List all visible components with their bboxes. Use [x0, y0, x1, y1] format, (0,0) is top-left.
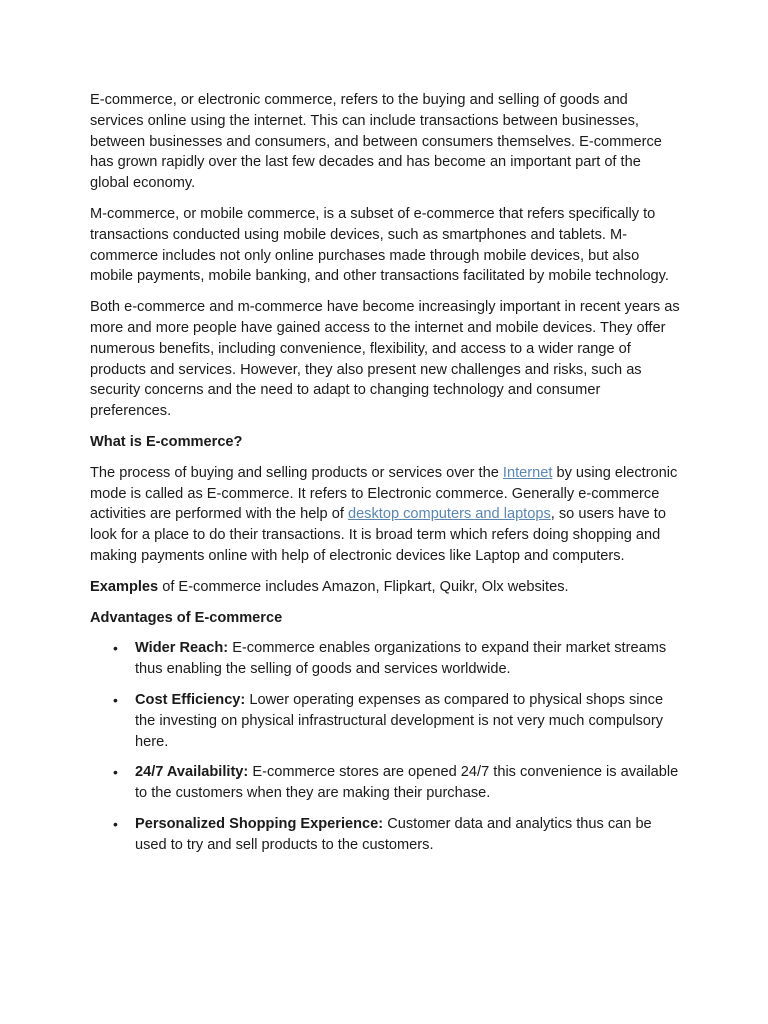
intro-paragraph-ecommerce: E-commerce, or electronic commerce, refers to the buying and selling of goods and services online using the internet. This can include transactions between businesses, between businesses and consumers, and between consumers themselves. E-commerce has grown rapidly over the last few decades and has become an important part of the global economy. — [90, 92, 662, 192]
what-is-paragraph — [90, 463, 680, 567]
document-page — [90, 90, 680, 866]
examples-text: of E-commerce includes Amazon, Flipkart, Quikr, Olx websites. — [158, 578, 569, 595]
what-is-text-part2: by using electronic mode is called as E-commerce. It refers to Electronic commerce. Generally e-commerce activities are performed with the help of — [90, 464, 678, 523]
intro-paragraph-both: Both e-commerce and m-commerce have become increasingly important in recent years as more and more people have gained access to the internet and mobile devices. They offer numerous benefits, including convenience, flexibility, and access to a wider range of products and services. However, they also present new challenges and risks, such as security concerns and the need to adapt to changing technology and consumer preferences. — [90, 299, 680, 420]
bullet-icon: • — [113, 691, 118, 708]
advantage-text: E-commerce enables organizations to expand their market streams thus enabling the selling of goods and services worldwide. — [135, 640, 667, 678]
what-is-text-part3: , so users have to look for a place to do their transactions. It is broad term which refers doing shopping and making payments online with help of electronic devices like Laptop and computers. — [90, 506, 666, 564]
list-item — [113, 814, 680, 856]
desktop-computers-link[interactable]: desktop computers and laptops — [347, 506, 551, 523]
advantage-title: 24/7 Availability: — [135, 764, 249, 781]
advantage-title: Personalized Shopping Experience: — [135, 815, 384, 832]
list-item — [113, 762, 680, 804]
advantage-text: Lower operating expenses as compared to physical shops since the investing on physical infrastructural development is not very much compulsory here. — [135, 691, 664, 750]
what-is-text-part1: The process of buying and selling products or services over the — [90, 464, 503, 481]
section-heading-what-is: What is E-commerce? — [90, 433, 243, 450]
advantages-list — [90, 638, 680, 855]
advantage-title: Cost Efficiency: — [135, 691, 246, 708]
examples-paragraph — [90, 577, 680, 598]
bullet-icon: • — [113, 815, 118, 832]
section-heading-advantages: Advantages of E-commerce — [90, 609, 283, 626]
bullet-icon: • — [113, 764, 118, 781]
internet-link[interactable]: Internet — [502, 464, 553, 481]
intro-paragraph-mcommerce: M-commerce, or mobile commerce, is a subset of e-commerce that refers specifically to transactions conducted using mobile devices, such as smartphones and tablets. M-commerce includes not only online purchases made through mobile devices, but also mobile payments, mobile banking, and other transactions facilitated by mobile technology. — [90, 205, 669, 285]
list-item — [113, 690, 680, 752]
advantage-title: Wider Reach: — [135, 640, 229, 657]
advantage-text: E-commerce stores are opened 24/7 this convenience is available to the customers when they are making their purchase. — [135, 764, 679, 802]
bullet-icon: • — [113, 640, 118, 657]
list-item — [113, 638, 680, 680]
examples-label: Examples — [90, 578, 159, 595]
advantage-text: Customer data and analytics thus can be used to try and sell products to the customers. — [135, 815, 652, 853]
